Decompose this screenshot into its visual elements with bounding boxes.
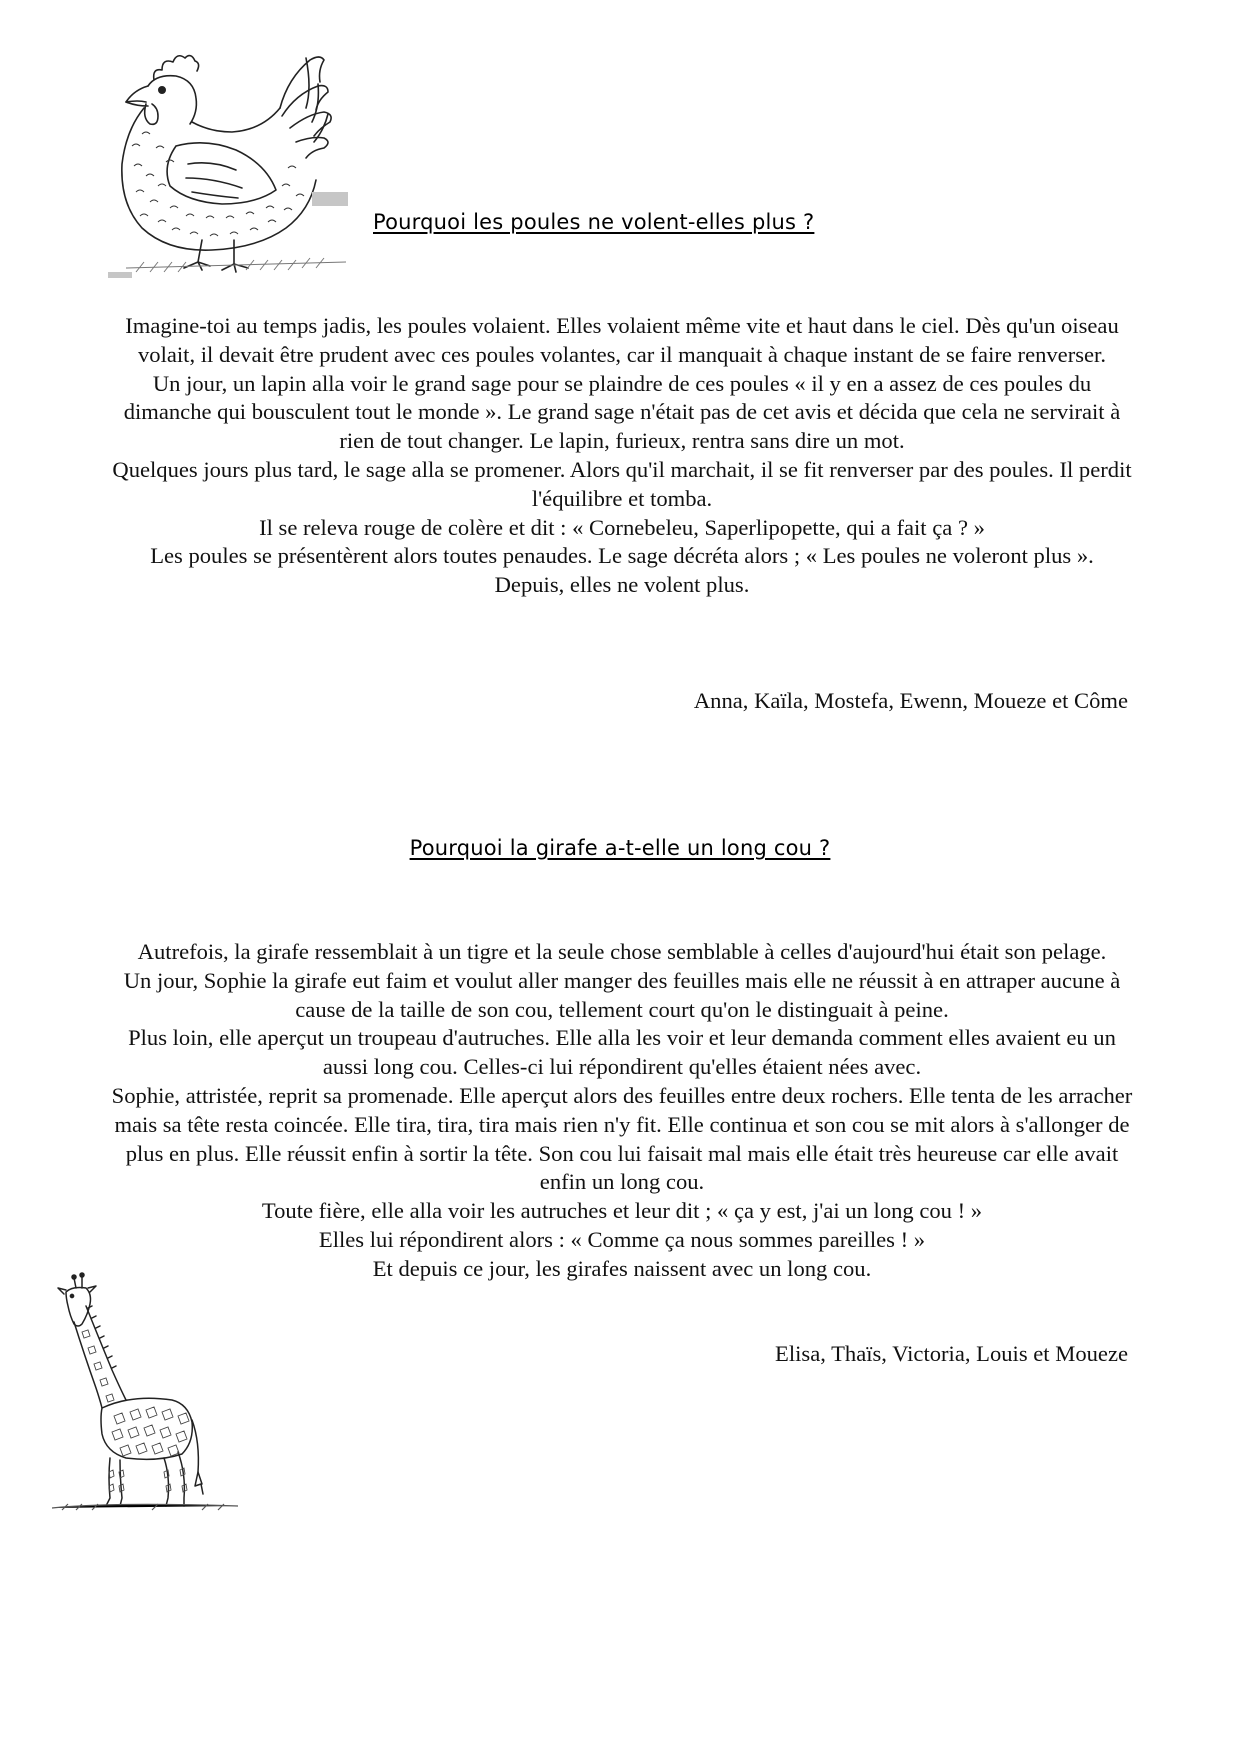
story1-paragraph: Les poules se présentèrent alors toutes penaudes. Le sage décréta alors ; « Les poules ne voleront plus ».: [150, 543, 1094, 569]
story2-paragraph: Et depuis ce jour, les girafes naissent avec un long cou.: [372, 1255, 872, 1281]
story2-paragraph: Elles lui répondirent alors : « Comme ça nous sommes pareilles ! »: [318, 1226, 926, 1252]
story2-paragraph: Plus loin, elle aperçut un troupeau d'autruches. Elle alla les voir et leur demanda comment elles avaient eu un aussi long cou. Celles-ci lui répondirent qu'elles étaient nées avec.: [128, 1025, 1116, 1080]
story2-authors: Elisa, Thaïs, Victoria, Louis et Moueze: [775, 1341, 1128, 1366]
story1-paragraph: Imagine-toi au temps jadis, les poules volaient. Elles volaient même vite et haut dans le ciel. Dès qu'un oiseau volait, il devait être prudent avec ces poules volantes, car il manquait à chaque instant de se faire renverser.: [125, 313, 1119, 367]
story1-title: Pourquoi les poules ne volent-elles plus ?: [373, 210, 815, 234]
story1-body: [110, 312, 1134, 600]
story1-paragraph: Depuis, elles ne volent plus.: [494, 572, 750, 598]
story2-title: Pourquoi la girafe a-t-elle un long cou ?: [409, 836, 831, 860]
story2-paragraph: Toute fière, elle alla voir les autruches et leur dit ; « ça y est, j'ai un long cou ! »: [261, 1198, 983, 1224]
hen-illustration: [106, 46, 356, 284]
giraffe-illustration: [52, 1272, 240, 1512]
story2-paragraph: Un jour, Sophie la girafe eut faim et voulut aller manger des feuilles mais elle ne réussit à en attraper aucune à cause de la taille de son cou, tellement court qu'on le distinguait à peine.: [123, 967, 1121, 1022]
story1-paragraph: Un jour, un lapin alla voir le grand sage pour se plaindre de ces poules « il y en a assez de ces poules du dimanche qui bousculent tout le monde ». Le grand sage n'était pas de cet avis et décida que cela ne servirait à rien de tout changer. Le lapin, furieux, rentra sans dire un mot.: [123, 370, 1121, 454]
decorative-grey-bar: [312, 192, 348, 206]
story2-body: [110, 938, 1134, 1284]
story2-paragraph: Sophie, attristée, reprit sa promenade. Elle aperçut alors des feuilles entre deux rochers. Elle tenta de les arracher mais sa tête resta coincée. Elle tira, tira, tira mais rien n'y fit. Elle continua et son cou se mit alors à s'allonger de plus en plus. Elle réussit enfin à sortir la tête. Son cou lui faisait mal mais elle était très heureuse car elle avait enfin un long cou.: [111, 1082, 1133, 1195]
decorative-grey-mark: [108, 272, 132, 278]
story1-paragraph: Il se releva rouge de colère et dit : « Cornebeleu, Saperlipopette, qui a fait ça ? »: [259, 514, 985, 540]
story1-authors: Anna, Kaïla, Mostefa, Ewenn, Moueze et Côme: [693, 688, 1128, 713]
story2-paragraph: Autrefois, la girafe ressemblait à un tigre et la seule chose semblable à celles d'aujourd'hui était son pelage.: [137, 939, 1107, 964]
story1-paragraph: Quelques jours plus tard, le sage alla se promener. Alors qu'il marchait, il se fit renverser par des poules. Il perdit l'équilibre et tomba.: [112, 456, 1132, 511]
